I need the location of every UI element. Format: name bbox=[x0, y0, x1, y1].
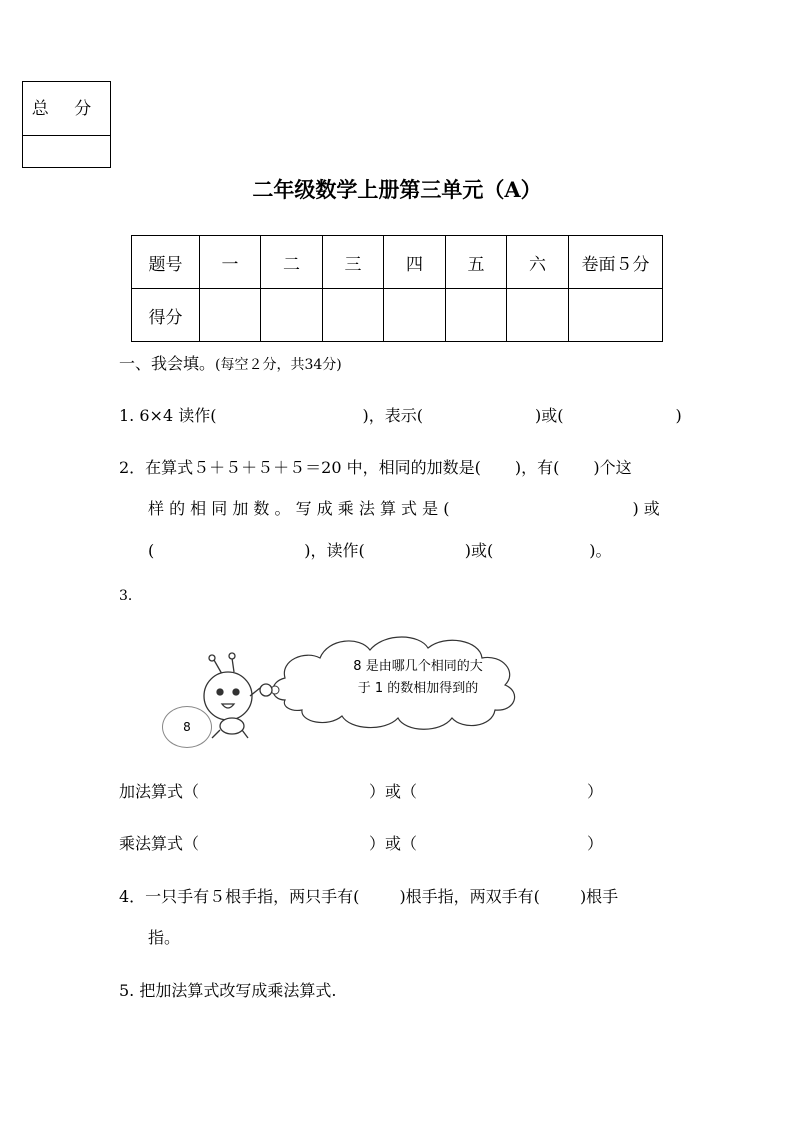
q1-text-b: )，表示( bbox=[362, 406, 423, 425]
table-cell-q3: 三 bbox=[323, 236, 384, 289]
q2-text: )或( bbox=[464, 541, 494, 560]
close-paren: ） bbox=[587, 834, 604, 853]
total-score-box bbox=[22, 81, 111, 168]
addition-row bbox=[119, 782, 603, 802]
ant-character bbox=[204, 653, 272, 738]
q1-text-c: )或( bbox=[534, 406, 564, 425]
table-cell-question-no: 题号 bbox=[132, 236, 200, 289]
or-text: ）或（ bbox=[369, 834, 418, 853]
q2-text: )。 bbox=[589, 541, 612, 560]
score-cell[interactable] bbox=[569, 289, 663, 342]
q2-text: )，有( bbox=[514, 458, 560, 477]
table-cell-q1: 一 bbox=[200, 236, 261, 289]
table-cell-q4: 四 bbox=[384, 236, 446, 289]
q2-text: ( bbox=[148, 541, 155, 560]
q2-text: 样 的 相 同 加 数 。 写 成 乘 法 算 式 是 ( bbox=[148, 499, 450, 518]
table-cell-neatness: 卷面５分 bbox=[569, 236, 663, 289]
or-text: ）或（ bbox=[369, 782, 418, 801]
question-2-line-1 bbox=[119, 458, 632, 478]
grade-table-score-row bbox=[132, 289, 663, 342]
question-4-line-1 bbox=[119, 887, 618, 907]
score-cell[interactable] bbox=[384, 289, 446, 342]
cloud-text bbox=[318, 656, 518, 700]
table-cell-q2: 二 bbox=[261, 236, 323, 289]
question-1 bbox=[119, 406, 682, 426]
score-cell[interactable] bbox=[323, 289, 384, 342]
section-heading bbox=[119, 354, 342, 375]
grade-table-header-row bbox=[132, 236, 663, 289]
section-note: (每空２分，共34分) bbox=[215, 357, 342, 373]
table-cell-q6: 六 bbox=[507, 236, 569, 289]
score-cell[interactable] bbox=[507, 289, 569, 342]
table-cell-score-label: 得分 bbox=[132, 289, 200, 342]
q1-text-d: ) bbox=[675, 406, 682, 425]
section-title: 一、我会填。 bbox=[119, 354, 216, 373]
number-ball: 8 bbox=[162, 706, 212, 748]
total-score-field[interactable] bbox=[23, 136, 110, 167]
table-cell-q5: 五 bbox=[446, 236, 507, 289]
cloud-line: 于 1 的数相加得到的 bbox=[357, 681, 479, 696]
q4-text: )根手指，两双手有( bbox=[399, 887, 540, 906]
question-3-number: 3． bbox=[119, 588, 142, 604]
question-2-line-3 bbox=[148, 541, 612, 561]
score-cell[interactable] bbox=[261, 289, 323, 342]
q1-text-a: 1. 6×4 读作( bbox=[119, 406, 217, 425]
grade-table bbox=[131, 235, 663, 342]
question-4-line-2: 指。 bbox=[148, 928, 181, 947]
multiplication-row bbox=[119, 834, 603, 854]
page-title: 二年级数学上册第三单元（A） bbox=[252, 177, 542, 202]
close-paren: ） bbox=[587, 782, 604, 801]
total-score-label: 总 分 bbox=[31, 99, 102, 119]
q2-text: )，读作( bbox=[304, 541, 365, 560]
q2-text: ) 或 bbox=[632, 499, 660, 518]
question-5: 5. 把加法算式改写成乘法算式. bbox=[119, 981, 337, 1000]
question-2-line-2 bbox=[148, 499, 660, 519]
q4-text: 4．一只手有５根手指，两只手有( bbox=[119, 887, 360, 906]
q2-text: 2．在算式５＋５＋５＋５＝20 中，相同的加数是( bbox=[119, 458, 481, 477]
multiplication-label: 乘法算式（ bbox=[119, 834, 200, 853]
cloud-line: 8 是由哪几个相同的大 bbox=[353, 659, 483, 674]
q4-text: )根手 bbox=[579, 887, 619, 906]
addition-label: 加法算式（ bbox=[119, 782, 200, 801]
score-cell[interactable] bbox=[200, 289, 261, 342]
score-cell[interactable] bbox=[446, 289, 507, 342]
q2-text: )个这 bbox=[593, 458, 632, 477]
